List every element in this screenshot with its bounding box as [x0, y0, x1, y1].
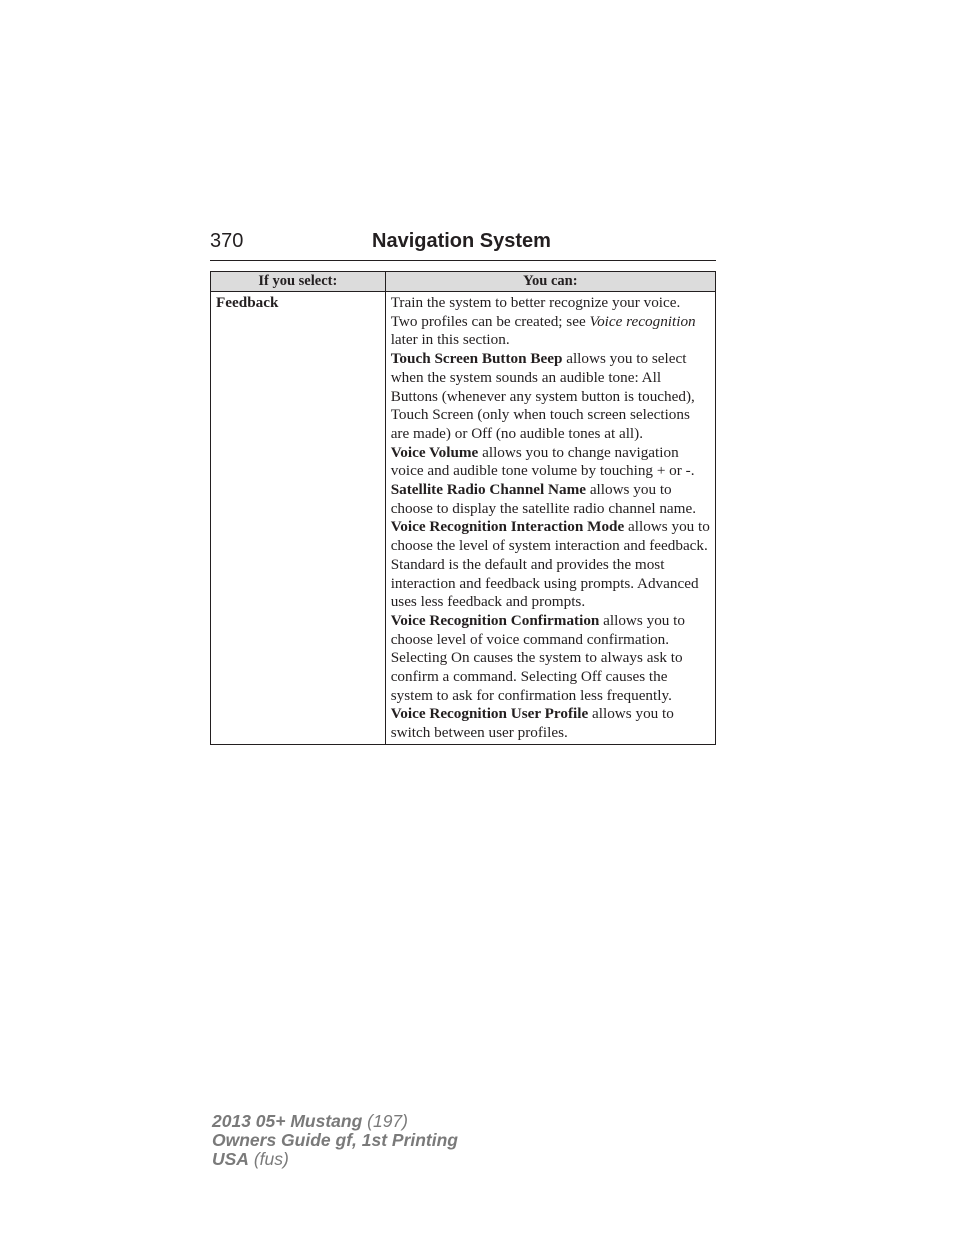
intro-text: Train the system to better recognize your voice. Two profiles can be created; see [390, 294, 681, 330]
entry-title: Touch Screen Button Beep [390, 350, 563, 368]
entry-text: allows you to choose to display the satellite radio channel name. [390, 481, 697, 517]
entry-title: Voice Volume [390, 443, 479, 461]
entry-voice-recognition-interaction-mode [391, 518, 710, 612]
column-header-you-can: You can: [385, 272, 715, 292]
entry-text: allows you to choose the level of system interaction and feedback. Standard is the default and provides the most interaction and feedback using prompts. Advanced uses less feedback and prompts. [390, 518, 710, 611]
print-footer [212, 1112, 458, 1169]
description-cell [385, 292, 715, 745]
footer-region: USA [212, 1149, 249, 1169]
entry-satellite-radio-channel-name [391, 481, 710, 518]
entry-title: Voice Recognition Confirmation [390, 611, 600, 629]
entry-text: allows you to select when the system sounds an audible tone: All Buttons (whenever any system button is touched), Touch Screen (only when touch screen selections are made) or Off (no audible tones at all). [390, 350, 695, 442]
entry-title: Voice Recognition User Profile [390, 705, 589, 723]
entry-text: allows you to change navigation voice and audible tone volume by touching + or -. [390, 443, 695, 480]
footer-line-model [212, 1112, 458, 1131]
entry-voice-recognition-confirmation [391, 612, 710, 706]
feedback-settings-table [210, 271, 716, 745]
entry-title: Voice Recognition Interaction Mode [390, 518, 625, 536]
entry-voice-volume [391, 444, 710, 481]
entry-title: Satellite Radio Channel Name [390, 481, 587, 499]
page-header [210, 228, 716, 261]
select-cell-feedback: Feedback [211, 292, 386, 745]
footer-guide: Owners Guide gf, 1st Printing [212, 1130, 458, 1150]
footer-line-region [212, 1150, 458, 1169]
intro-text-end: later in this section. [390, 331, 510, 349]
voice-recognition-reference: Voice recognition [589, 312, 696, 330]
page-number: 370 [210, 230, 244, 252]
entry-touch-screen-button-beep [391, 350, 710, 444]
table-header-row [211, 272, 716, 292]
entry-text: allows you to choose level of voice command confirmation. Selecting On causes the system to always ask to confirm a command. Selecting Off causes the system to ask for confirmation less frequently. [390, 611, 685, 704]
footer-model-code: (197) [362, 1111, 408, 1131]
table-row [211, 292, 716, 745]
entry-text: allows you to switch between user profiles. [390, 705, 674, 742]
section-title: Navigation System [372, 230, 551, 252]
footer-model: 2013 05+ Mustang [212, 1111, 363, 1131]
footer-region-code: (fus) [248, 1149, 289, 1169]
footer-line-guide [212, 1131, 458, 1150]
intro-paragraph [391, 294, 710, 350]
entry-voice-recognition-user-profile [391, 705, 710, 742]
column-header-if-you-select: If you select: [211, 272, 386, 292]
